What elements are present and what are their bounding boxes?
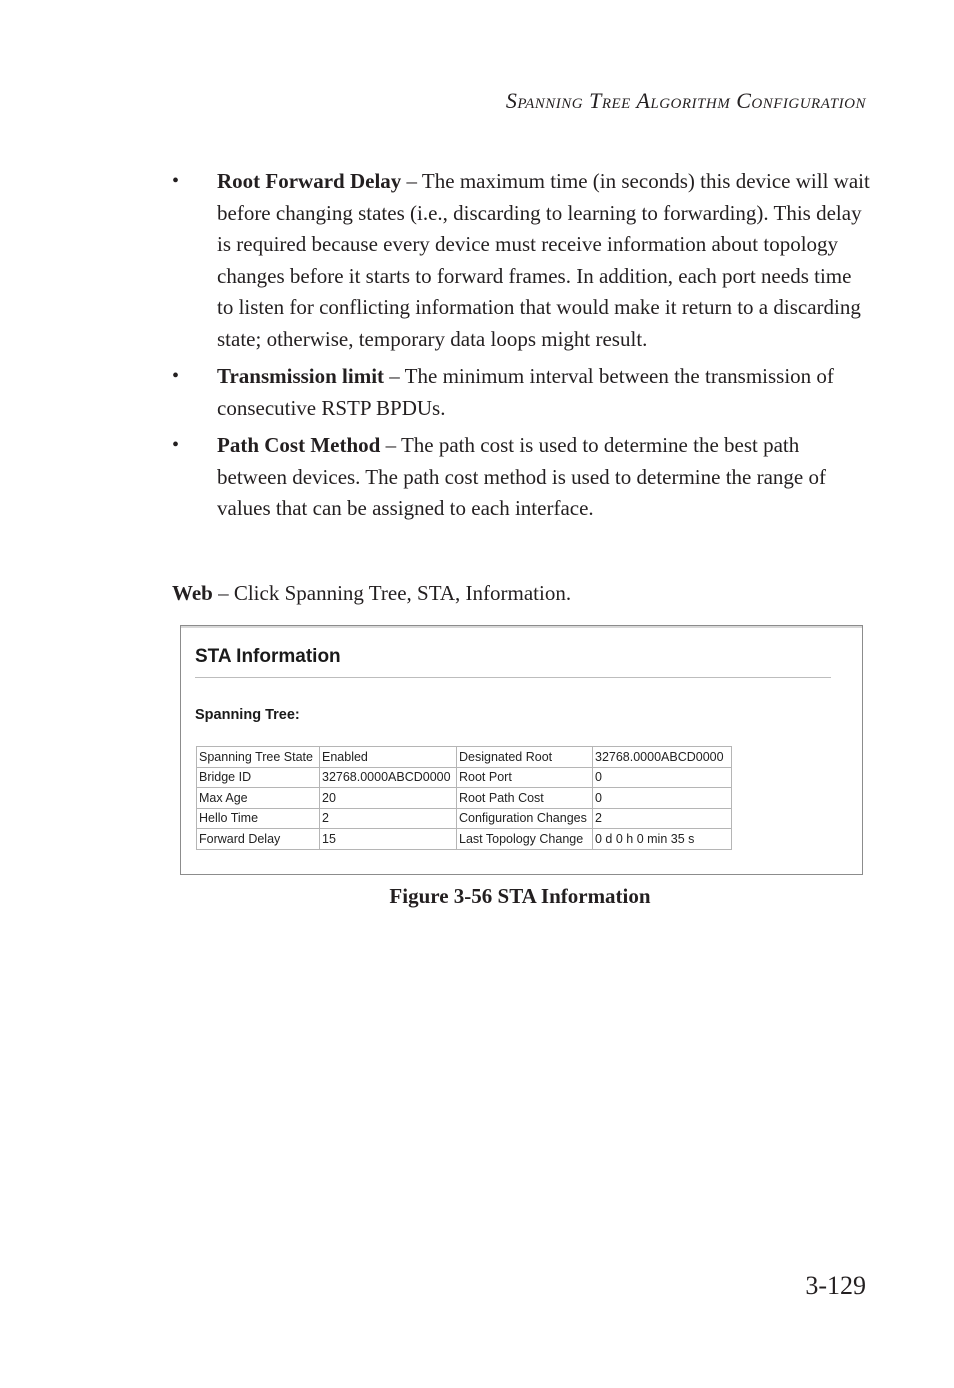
table-cell-label: Designated Root (457, 747, 593, 768)
bullet-list (172, 166, 872, 531)
table-cell-value: 20 (320, 788, 457, 809)
table-cell-value: 2 (593, 808, 732, 829)
table-cell-value: 32768.0000ABCD0000 (320, 767, 457, 788)
web-instruction-text: – Click Spanning Tree, STA, Information. (212, 581, 572, 605)
bullet-term: Path Cost Method (217, 433, 381, 457)
table-cell-label: Configuration Changes (457, 808, 593, 829)
sta-info-table (196, 746, 732, 850)
sta-information-screenshot (180, 625, 863, 875)
table-cell-value: 0 d 0 h 0 min 35 s (593, 829, 732, 850)
table-row (197, 747, 732, 768)
page-number: 3-129 (805, 1271, 866, 1300)
table-cell-label: Max Age (197, 788, 320, 809)
table-cell-label: Root Port (457, 767, 593, 788)
bullet-item (172, 166, 872, 355)
table-cell-value: 0 (593, 767, 732, 788)
bullet-term: Root Forward Delay (217, 169, 402, 193)
bullet-marker: • (172, 170, 180, 192)
bullet-marker: • (172, 434, 180, 456)
bullet-marker: • (172, 365, 180, 387)
table-cell-value: 2 (320, 808, 457, 829)
bullet-term: Transmission limit (217, 364, 385, 388)
bullet-text (217, 166, 872, 355)
figure-caption: Figure 3-56 STA Information (389, 884, 651, 908)
table-cell-value: 32768.0000ABCD0000 (593, 747, 732, 768)
web-term: Web (172, 581, 213, 605)
table-cell-label: Root Path Cost (457, 788, 593, 809)
bullet-description: – The maximum time (in seconds) this device will wait before changing states (i.e., discarding to learning to forwarding). This delay is required because every device must receive information about topology changes before it starts to forward frames. In addition, each port needs time to listen for conflicting information that would make it return to a discarding state; otherwise, temporary data loops might result. (217, 169, 870, 351)
bullet-item (172, 430, 872, 525)
bullet-description: – The path cost is used to determine the best path between devices. The path cost method is used to determine the range of values that can be assigned to each interface. (217, 433, 826, 520)
sta-title: STA Information (195, 646, 341, 667)
table-cell-label: Forward Delay (197, 829, 320, 850)
table-row (197, 767, 732, 788)
table-cell-value: 15 (320, 829, 457, 850)
bullet-description: – The minimum interval between the transmission of consecutive RSTP BPDUs. (217, 364, 834, 420)
web-instruction (172, 578, 571, 609)
table-row (197, 829, 732, 850)
bullet-item (172, 361, 872, 424)
table-row (197, 788, 732, 809)
bullet-text (217, 430, 872, 525)
table-cell-value: Enabled (320, 747, 457, 768)
table-cell-label: Last Topology Change (457, 829, 593, 850)
table-row (197, 808, 732, 829)
table-cell-value: 0 (593, 788, 732, 809)
spanning-tree-heading: Spanning Tree: (195, 707, 300, 723)
title-divider (195, 677, 831, 678)
table-cell-label: Hello Time (197, 808, 320, 829)
table-cell-label: Bridge ID (197, 767, 320, 788)
table-cell-label: Spanning Tree State (197, 747, 320, 768)
running-header: Spanning Tree Algorithm Configuration (505, 88, 866, 113)
bullet-text (217, 361, 872, 424)
